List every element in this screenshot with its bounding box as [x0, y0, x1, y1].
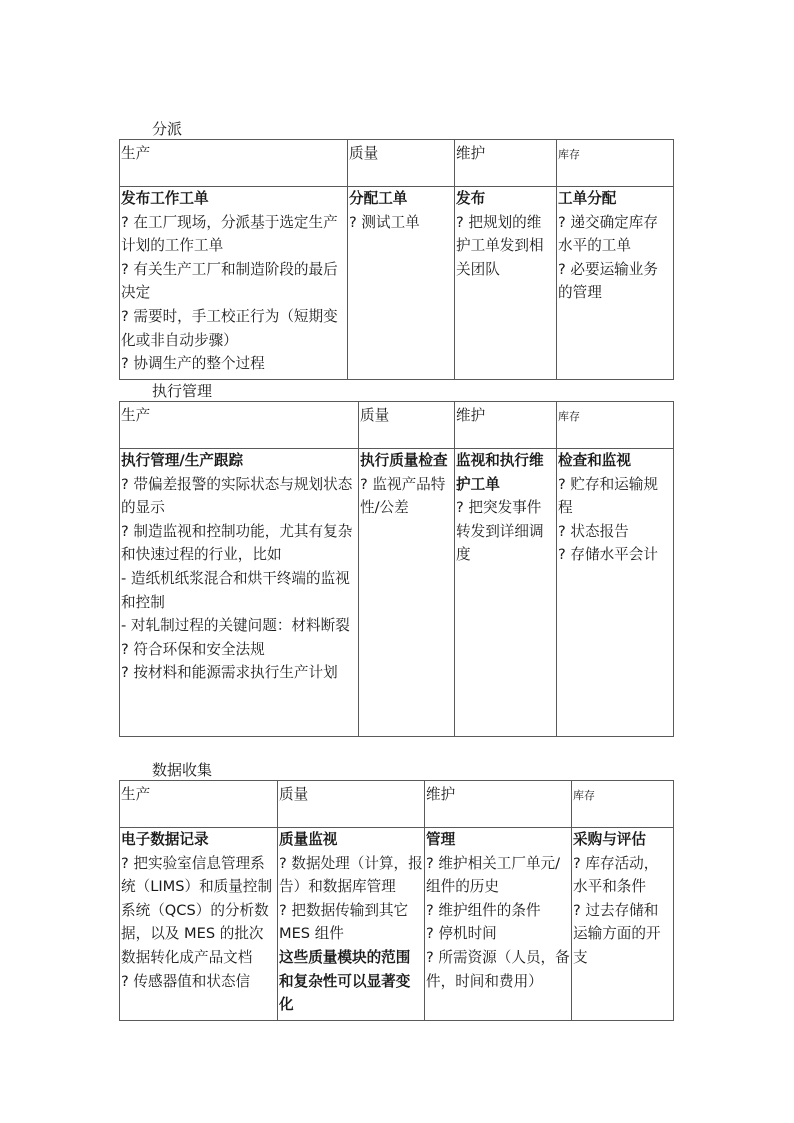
- cell-inventory: 检查和监视 ? 贮存和运输规程 ? 状态报告 ? 存储水平会计: [557, 449, 674, 737]
- cell-production: 执行管理/生产跟踪 ? 带偏差报警的实际状态与规划状态的显示 ? 制造监视和控制功能，尤其有复杂和快速过程的行业，比如 - 造纸机纸浆混合和烘干终端的监视和控制 - 对轧制过程的关键问题：材料断裂 ? 符合环保和安全法规 ? 按材料和能源需求执行生产计划: [120, 449, 359, 737]
- table-row: [120, 828, 674, 1021]
- section-title-dispatch: 分派: [152, 120, 183, 138]
- table-header-row: [120, 402, 674, 449]
- table-row: [120, 187, 674, 380]
- header-maintenance: 维护: [455, 402, 557, 449]
- header-production: 生产: [120, 140, 348, 187]
- header-inventory: 库存: [557, 402, 674, 449]
- header-inventory: 库存: [572, 781, 674, 828]
- cell-inventory: 工单分配 ? 递交确定库存水平的工单 ? 必要运输业务的管理: [557, 187, 674, 380]
- header-production: 生产: [120, 402, 359, 449]
- cell-quality: 分配工单 ? 测试工单: [348, 187, 455, 380]
- header-quality: 质量: [278, 781, 425, 828]
- table-header-row: [120, 140, 674, 187]
- data-collection-table: [119, 780, 674, 1021]
- cell-inventory: 采购与评估 ? 库存活动，水平和条件 ? 过去存储和运输方面的开支: [572, 828, 674, 1021]
- header-inventory: 库存: [557, 140, 674, 187]
- section-title-execution: 执行管理: [152, 382, 213, 400]
- header-production: 生产: [120, 781, 278, 828]
- table-header-row: [120, 781, 674, 828]
- cell-production: 电子数据记录 ? 把实验室信息管理系统（LIMS）和质量控制系统（QCS）的分析数据，以及 MES 的批次数据转化成产品文档 ? 传感器值和状态信: [120, 828, 278, 1021]
- header-quality: 质量: [359, 402, 455, 449]
- cell-maintenance: 管理 ? 维护相关工厂单元/组件的历史 ? 维护组件的条件 ? 停机时间 ? 所需资源（人员，备件，时间和费用）: [425, 828, 572, 1021]
- execution-table: [119, 401, 674, 737]
- section-title-data-collection: 数据收集: [152, 761, 213, 779]
- cell-maintenance: 监视和执行维护工单 ? 把突发事件转发到详细调度: [455, 449, 557, 737]
- dispatch-table: [119, 139, 674, 380]
- table-row: [120, 449, 674, 737]
- cell-production: 发布工作工单 ? 在工厂现场，分派基于选定生产计划的工作工单 ? 有关生产工厂和制造阶段的最后决定 ? 需要时，手工校正行为（短期变化或非自动步骤） ? 协调生产的整个过程: [120, 187, 348, 380]
- cell-maintenance: 发布 ? 把规划的维护工单发到相关团队: [455, 187, 557, 380]
- header-quality: 质量: [348, 140, 455, 187]
- cell-quality: 执行质量检查 ? 监视产品特性/公差: [359, 449, 455, 737]
- cell-quality: 质量监视 ? 数据处理（计算，报告）和数据库管理 ? 把数据传输到其它 MES 组件 这些质量模块的范围和复杂性可以显著变化: [278, 828, 425, 1021]
- header-maintenance: 维护: [455, 140, 557, 187]
- header-maintenance: 维护: [425, 781, 572, 828]
